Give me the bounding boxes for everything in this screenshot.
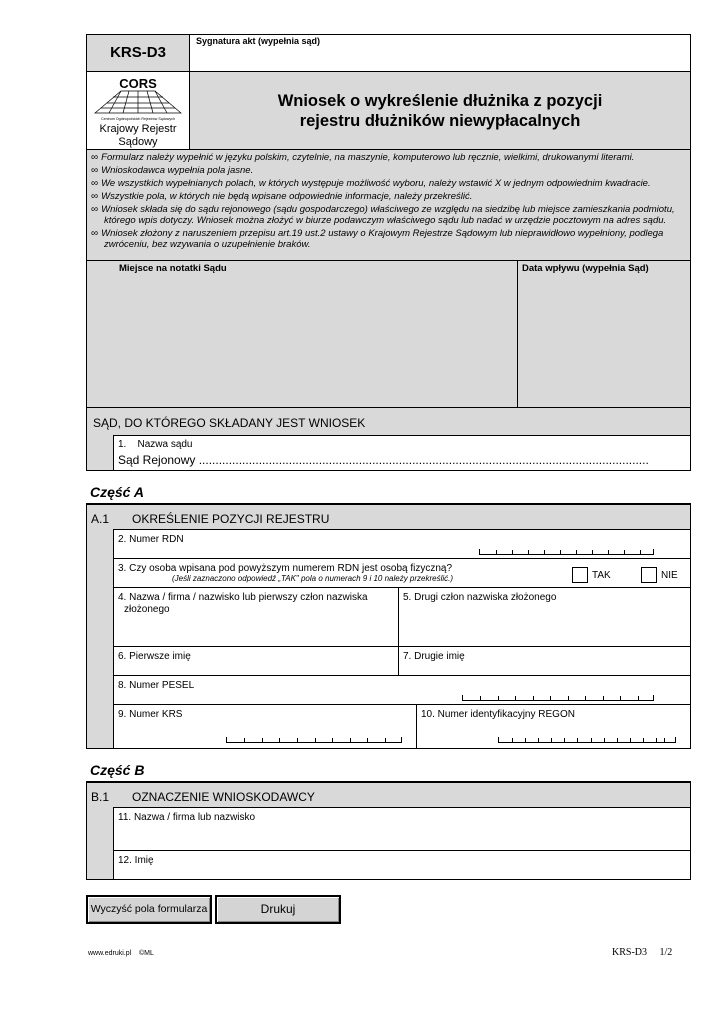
section-b1-margin (86, 807, 114, 880)
court-section-margin (86, 435, 114, 471)
instructions-box (86, 149, 691, 261)
krs-digit-boxes[interactable] (226, 737, 402, 743)
section-a1-margin (86, 529, 114, 749)
svg-text:Centrum Ogólnopolskich Rejestr: Centrum Ogólnopolskich Rejestrów Sądowych (101, 117, 175, 121)
applicant-name-field[interactable] (113, 807, 691, 851)
registry-name-line2: Sądowy (118, 136, 158, 148)
footer-left: www.edruki.pl ©ML (88, 950, 154, 957)
second-surname-field[interactable] (398, 587, 691, 647)
name-firm-field[interactable] (113, 587, 399, 647)
nie-label: NIE (661, 570, 678, 581)
regon-number-label: 10. Numer identyfikacyjny REGON (421, 709, 575, 720)
rdn-digit-boxes[interactable] (479, 549, 654, 555)
applicant-first-name-field[interactable] (113, 850, 691, 880)
second-name-field[interactable] (398, 646, 691, 676)
regon-digit-boxes[interactable] (498, 737, 676, 743)
form-code-cell (86, 34, 190, 72)
instruction-item: ∞ Wszystkie pola, w których nie będą wpisane odpowiednie informacje, należy przekreślić. (91, 191, 473, 202)
title-cell (189, 71, 691, 150)
first-name-label: 6. Pierwsze imię (118, 651, 191, 662)
name-firm-label: 4. Nazwa / firma / nazwisko lub pierwszy człon nazwiska złożonego (118, 592, 368, 615)
tak-label: TAK (592, 570, 611, 581)
pesel-field[interactable] (113, 675, 691, 705)
krs-number-label: 9. Numer KRS (118, 709, 183, 720)
receipt-date-area (517, 260, 691, 408)
instruction-item: ∞ Wnioskodawca wypełnia pola jasne. (91, 165, 254, 176)
form-title (190, 91, 690, 131)
section-b1-title: OZNACZENIE WNIOSKODAWCY (132, 790, 315, 804)
signature-label: Sygnatura akt (wypełnia sąd) (196, 36, 321, 46)
signature-field[interactable] (189, 34, 691, 72)
regon-number-field[interactable] (416, 704, 691, 749)
section-b1-number: B.1 (91, 790, 110, 804)
court-notes-area (86, 260, 518, 408)
court-section-title: SĄD, DO KTÓREGO SKŁADANY JEST WNIOSEK (93, 416, 366, 430)
form-title-line1: Wniosek o wykreślenie dłużnika z pozycji (277, 92, 603, 110)
court-notes-label: Miejsce na notatki Sądu (119, 263, 227, 274)
instruction-item: ∞ Wniosek składa się do sądu rejonowego (sądu gospodarczego) właściwego ze względu na siedzibę lub miejsce zamieszkania podmiotu, którego wpis dotyczy. Wniosek można złożyć w biurze podawczym właściwego sądu lub nadać w urzędzie pocztowym na adres sądu. (91, 204, 675, 226)
second-surname-label: 5. Drugi człon nazwiska złożonego (403, 592, 557, 603)
instruction-item: ∞ We wszystkich wypełnianych polach, w których występuje możliwość wyboru, należy wstawić X w jednym odpowiednim kwadracie. (91, 178, 651, 189)
instruction-item: ∞ Formularz należy wypełnić w języku polskim, czytelnie, na maszynie, komputerowo lub ręcznie, wielkimi, drukowanymi literami. (91, 152, 635, 163)
rdn-number-label: 2. Numer RDN (118, 534, 184, 545)
form-title-line2: rejestru dłużników niewypłacalnych (299, 112, 581, 130)
clear-form-button[interactable]: Wyczyść pola formularza (86, 895, 212, 924)
form-code: KRS-D3 (110, 44, 166, 61)
cors-logo (87, 75, 189, 125)
section-a1-header (86, 503, 691, 530)
registry-name-line1: Krajowy Rejestr (99, 123, 177, 135)
pesel-digit-boxes[interactable] (462, 695, 654, 701)
part-b-title: Część B (90, 762, 145, 778)
applicant-first-name-label: 12. Imię (118, 855, 154, 866)
receipt-date-label: Data wpływu (wypełnia Sąd) (522, 263, 649, 274)
svg-text:CORS: CORS (119, 76, 157, 91)
court-name-field[interactable] (113, 435, 691, 471)
rdn-number-field[interactable] (113, 529, 691, 559)
court-name-value: Sąd Rejonowy ....................................................................................................................................... (118, 453, 649, 467)
court-name-label: 1. Nazwa sądu (118, 439, 193, 450)
section-b1-header (86, 781, 691, 808)
court-section-header (86, 407, 691, 436)
applicant-name-label: 11. Nazwa / firma lub nazwisko (118, 812, 256, 823)
instruction-item: ∞ Wniosek złożony z naruszeniem przepisu art.19 ust.2 ustawy o Krajowym Rejestrze Sądowym lub nieprawidłowo wypełniony, podlega zwróceniu, bez wzywania o uzupełnienie braków. (91, 228, 664, 250)
footer-right: KRS-D3 1/2 (612, 947, 673, 958)
natural-person-question: 3. Czy osoba wpisana pod powyższym numerem RDN jest osobą fizyczną? (118, 563, 453, 574)
registry-name (87, 123, 189, 149)
print-button[interactable]: Drukuj (215, 895, 341, 924)
second-name-label: 7. Drugie imię (403, 651, 465, 662)
section-a1-title: OKREŚLENIE POZYCJI REJESTRU (132, 512, 330, 526)
pesel-label: 8. Numer PESEL (118, 680, 195, 691)
nie-checkbox[interactable] (641, 567, 657, 583)
krs-number-field[interactable] (113, 704, 417, 749)
first-name-field[interactable] (113, 646, 399, 676)
natural-person-note: (Jeśli zaznaczono odpowiedź „TAK" pola o numerach 9 i 10 należy przekreślić.) (172, 574, 454, 583)
natural-person-field (113, 558, 691, 588)
part-a-title: Część A (90, 484, 144, 500)
section-a1-number: A.1 (91, 512, 110, 526)
tak-checkbox[interactable] (572, 567, 588, 583)
logo-cell (86, 71, 190, 150)
